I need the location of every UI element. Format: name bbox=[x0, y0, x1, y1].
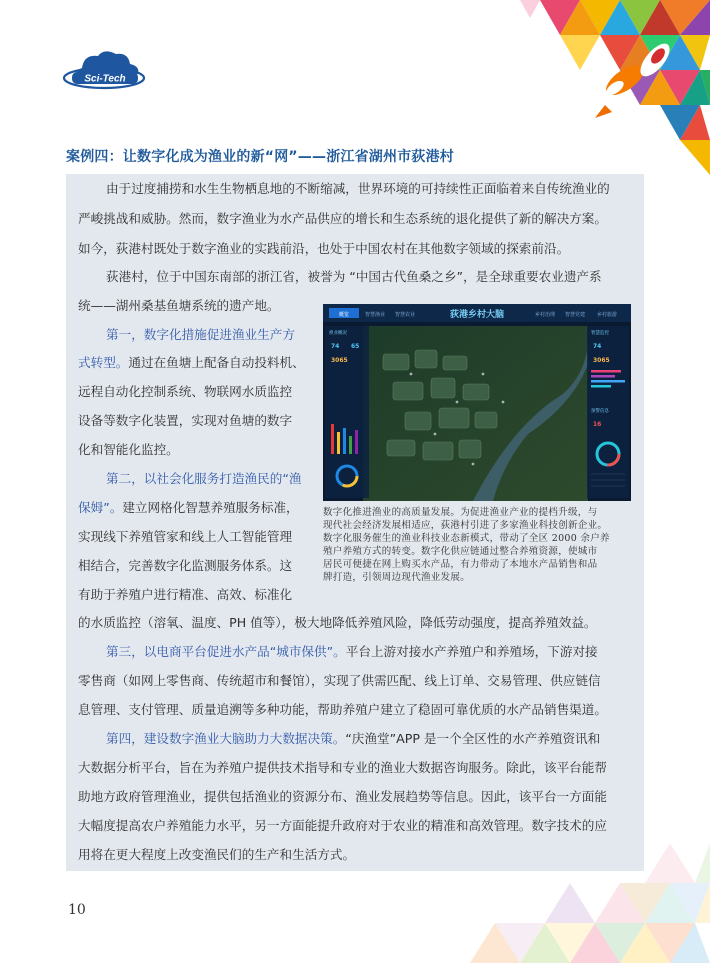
paragraph-line: 化和智能化监控。 bbox=[78, 442, 179, 457]
highlight-heading: 第四，建设数字渔业大脑助力大数据决策。 bbox=[106, 731, 346, 746]
figure-caption-line: 数字化推进渔业的高质量发展。为促进渔业产业的提档升级，与 bbox=[323, 507, 598, 518]
paragraph-line: 相结合，完善数字化监测服务体系。这 bbox=[78, 558, 293, 573]
paragraph-line: 有助于养殖户进行精准、高效、标准化 bbox=[78, 587, 293, 602]
decorative-triangles-top bbox=[410, 0, 710, 200]
paragraph-line: 荻港村，位于中国东南部的浙江省，被誉为 “中国古代鱼桑之乡”，是全球重要农业遗产系 bbox=[106, 269, 602, 284]
figure-caption-line: 现代社会经济发展相适应，荻港村引进了多家渔业科技创新企业。 bbox=[323, 520, 608, 531]
dashboard-title: 荻港乡村大脑 bbox=[449, 310, 505, 320]
paragraph-line: 息管理、支付管理、质量追溯等多种功能，帮助养殖户建立了稳固可靠优质的水产品销售渠道。 bbox=[78, 702, 607, 717]
highlight-heading: 第二，以社会化服务打造渔民的“渔 bbox=[106, 471, 302, 486]
tab-2: 智慧渔业 bbox=[364, 312, 386, 318]
stat-value: 74 bbox=[593, 343, 602, 350]
highlight-heading: 式转型。 bbox=[78, 355, 129, 370]
dashboard-figure bbox=[323, 304, 631, 501]
paragraph-line: 设备等数字化装置，实现对鱼塘的数字 bbox=[78, 413, 293, 428]
paragraph-line bbox=[78, 355, 305, 371]
tab-3: 智慧农业 bbox=[394, 312, 416, 318]
figure-caption-line: 牌打造，引领周边现代渔业发展。 bbox=[323, 572, 471, 583]
paragraph-text: 平台上游对接水产养殖户和养殖场，下游对接 bbox=[345, 644, 598, 659]
paragraph-text: “庆渔堂”APP 是一个全区性的水产养殖资讯和 bbox=[345, 731, 601, 746]
paragraph-line bbox=[106, 731, 600, 747]
stat-value: 65 bbox=[351, 343, 360, 350]
paragraph-line: 助地方政府管理渔业，提供包括渔业的资源分布、渔业发展趋势等信息。因此，该平台一方面能 bbox=[78, 789, 607, 804]
stat-value: 3065 bbox=[331, 357, 348, 364]
paragraph-line bbox=[78, 500, 299, 516]
stat-value: 74 bbox=[331, 343, 340, 350]
paragraph-line: 严峻挑战和威胁。然而，数字渔业为水产品供应的增长和生态系统的退化提供了新的解决方案。 bbox=[78, 211, 607, 226]
tab-5: 智慧党建 bbox=[564, 312, 586, 318]
paragraph-line: 统——湖州桑基鱼塘系统的遗产地。 bbox=[78, 298, 280, 313]
paragraph-line: 如今，荻港村既处于数字渔业的实践前沿，也处于中国农村在其他数字领域的探索前沿。 bbox=[78, 241, 570, 256]
paragraph-line: 用将在更大程度上改变渔民们的生产和生活方式。 bbox=[78, 847, 356, 862]
panel-right-title-2: 预警信息 bbox=[591, 409, 609, 414]
figure-caption-line: 数字化服务催生的渔业科技业态新模式，带动了全区 2000 余户养 bbox=[323, 533, 610, 544]
paragraph-line bbox=[106, 471, 301, 487]
panel-left-title: 渔业概况 bbox=[329, 331, 347, 336]
paragraph-text: 建立网格化智慧养殖服务标准， bbox=[122, 500, 299, 515]
paragraph-line bbox=[106, 644, 598, 660]
paragraph-line: 零售商（如网上零售商、传统超市和餐馆），实现了供需匹配、线上订单、交易管理、供应链信 bbox=[78, 673, 601, 688]
highlight-heading: 第三，以电商平台促进水产品“城市保供”。 bbox=[106, 644, 346, 659]
paragraph-line: 由于过度捕捞和水生生物栖息地的不断缩减，世界环境的可持续性正面临着来自传统渔业的 bbox=[106, 181, 610, 196]
tab-6: 乡村旅游 bbox=[596, 312, 618, 318]
paragraph-line: 实现线下养殖管家和线上人工智能管理 bbox=[78, 529, 293, 544]
page-number: 10 bbox=[68, 902, 86, 918]
paragraph-line: 大幅度提高农户养殖能力水平，另一方面能提升政府对于农业的精准和高效管理。数字技术的应 bbox=[78, 818, 607, 833]
logo-text: Sci-Tech bbox=[84, 73, 126, 85]
figure-caption-line: 居民可便捷在网上购买水产品，有力带动了本地水产品销售和品 bbox=[323, 559, 598, 570]
tab-4: 乡村治理 bbox=[534, 312, 556, 318]
panel-right-title: 智慧监控 bbox=[591, 331, 609, 336]
paragraph-line: 的水质监控（溶氧、温度、PH 值等），极大地降低养殖风险，降低劳动强度，提高养殖效益。 bbox=[78, 615, 597, 630]
figure-caption-line: 殖户养殖方式的转变。数字化供应链通过整合养殖资源，使城市 bbox=[323, 546, 598, 557]
sci-tech-logo bbox=[62, 46, 152, 96]
tab-active: 概览 bbox=[338, 312, 350, 318]
stat-value: 3065 bbox=[593, 357, 610, 364]
paragraph-line bbox=[106, 327, 295, 343]
paragraph-line: 大数据分析平台，旨在为养殖户提供技术指导和专业的渔业大数据咨询服务。除此，该平台能帮 bbox=[78, 760, 607, 775]
section-title: 案例四：让数字化成为渔业的新“网”——浙江省湖州市荻港村 bbox=[66, 149, 455, 165]
highlight-heading: 第一，数字化措施促进渔业生产方 bbox=[106, 327, 295, 342]
paragraph-line: 远程自动化控制系统、物联网水质监控 bbox=[78, 384, 293, 399]
highlight-heading: 保姆”。 bbox=[78, 500, 123, 515]
dashboard-image bbox=[323, 304, 631, 501]
stat-value: 16 bbox=[593, 421, 602, 428]
paragraph-text: 通过在鱼塘上配备自动投料机、 bbox=[128, 355, 305, 370]
